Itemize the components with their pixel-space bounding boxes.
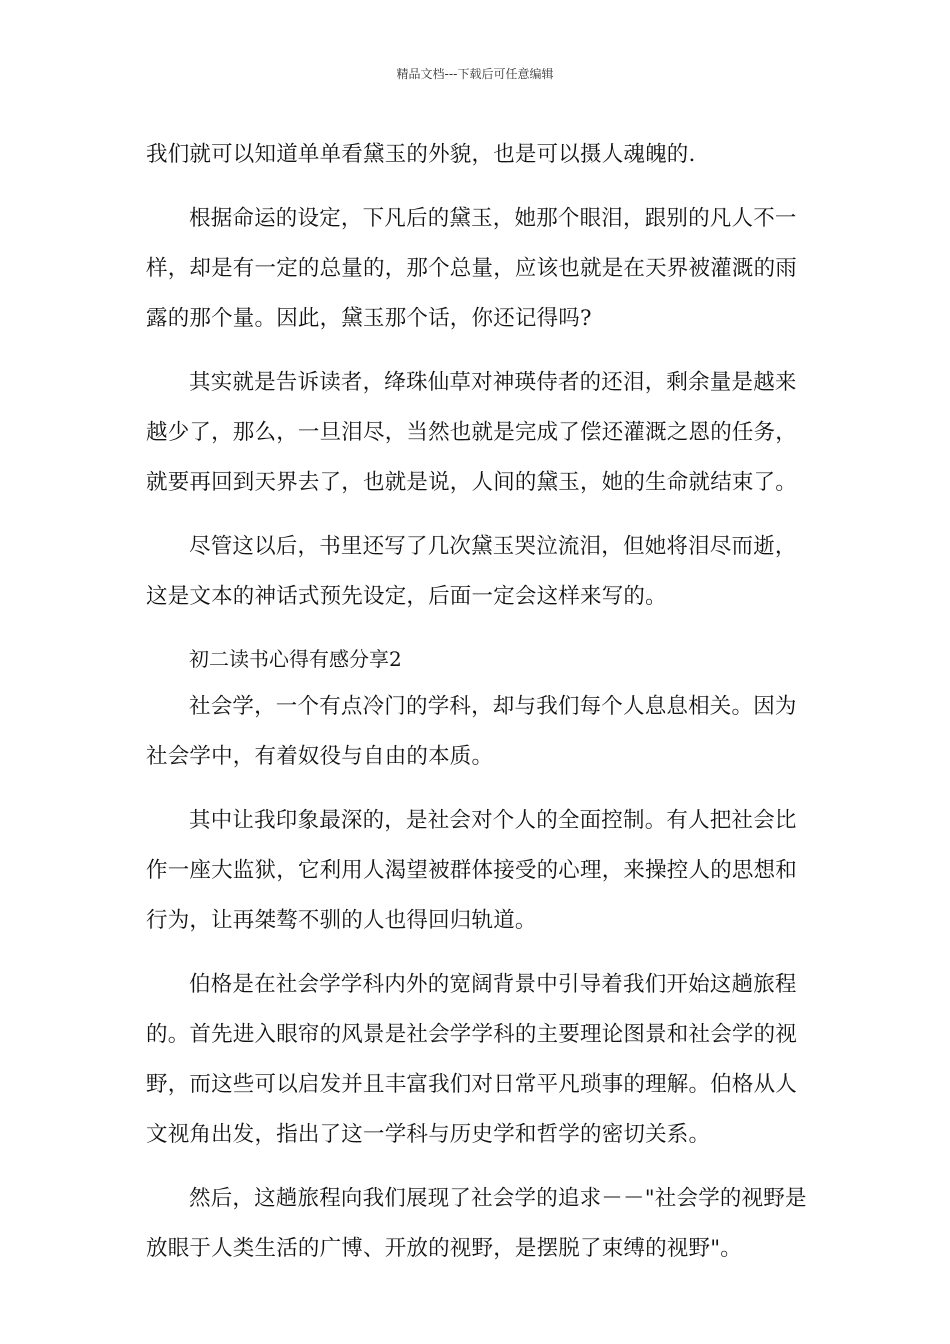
paragraph-2: 根据命运的设定，下凡后的黛玉，她那个眼泪，跟别的凡人不一样，却是有一定的总量的，那个总量，应该也就是在天界被灌溉的雨露的那个量。因此，黛玉那个话，你还记得吗?	[146, 206, 798, 331]
paragraph-8: 然后，这趟旅程向我们展现了社会学的追求－－"社会学的视野是放眼于人类生活的广博、开放的视野，是摆脱了束缚的视野"。	[146, 1186, 807, 1261]
section-heading: 初二读书心得有感分享2	[189, 647, 402, 671]
paragraph-7: 伯格是在社会学学科内外的宽阔背景中引导着我们开始这趟旅程的。首先进入眼帘的风景是社会学学科的主要理论图景和社会学的视野，而这些可以启发并且丰富我们对日常平凡琐事的理解。伯格从人文视角出发，指出了这一学科与历史学和哲学的密切关系。	[146, 972, 798, 1147]
paragraph-4: 尽管这以后，书里还写了几次黛玉哭泣流泪，但她将泪尽而逝，这是文本的神话式预先设定，后面一定会这样来写的。	[146, 534, 797, 609]
page-header: 精品文档---下载后可任意编辑	[396, 67, 554, 81]
paragraph-6: 其中让我印象最深的，是社会对个人的全面控制。有人把社会比作一座大监狱，它利用人渴望被群体接受的心理，来操控人的思想和行为，让再桀骜不驯的人也得回归轨道。	[146, 808, 798, 933]
document-body	[146, 130, 818, 1288]
paragraph-5: 社会学，一个有点冷门的学科，却与我们每个人息息相关。因为社会学中，有着奴役与自由的本质。	[146, 694, 797, 769]
paragraph-3: 其实就是告诉读者，绛珠仙草对神瑛侍者的还泪，剩余量是越来越少了，那么，一旦泪尽，当然也就是完成了偿还灌溉之恩的任务，就要再回到天界去了，也就是说，人间的黛玉，她的生命就结束了。	[146, 370, 798, 495]
paragraph-1: 我们就可以知道单单看黛玉的外貌，也是可以摄人魂魄的.	[146, 142, 696, 167]
